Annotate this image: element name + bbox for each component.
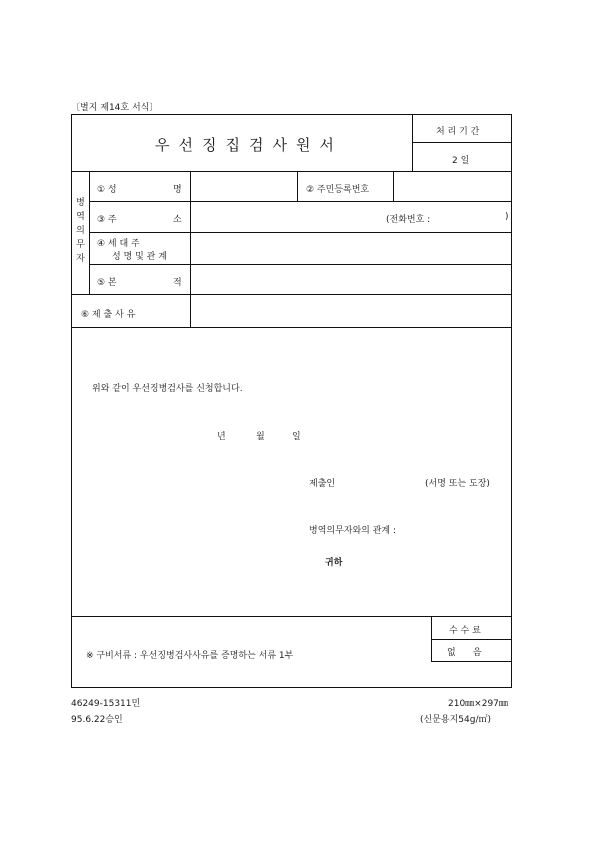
row-line [89, 232, 512, 233]
relation-label: 병역의무자와의 관계 : [309, 526, 397, 536]
reason-field[interactable] [192, 296, 510, 325]
row-line [89, 264, 512, 265]
household-label-line2: 성 명 및 관 계 [112, 252, 167, 262]
processing-divider [412, 142, 512, 143]
paper-size: 210㎜×297㎜ [448, 699, 508, 709]
required-docs-note: ※ 구비서류 : 우선징병검사사유를 증명하는 서류 1부 [86, 651, 294, 661]
application-statement: 위와 같이 우선징병검사를 신청합니다. [92, 384, 243, 394]
date-month: 월 [256, 432, 265, 442]
side-char: 무 [76, 240, 85, 250]
date-day: 일 [292, 432, 301, 442]
submitter-label: 제출인 [309, 479, 336, 489]
address-field[interactable] [192, 203, 382, 229]
paper-type: (신문용지54g/㎡) [420, 715, 491, 725]
header-bottom-line [71, 171, 512, 172]
fee-row-line [431, 661, 512, 662]
row-line [89, 201, 512, 202]
household-field[interactable] [192, 234, 510, 262]
side-label [73, 196, 88, 266]
name-label-end: 명 [173, 185, 182, 195]
processing-label: 처 리 기 간 [436, 127, 480, 137]
side-char: 자 [76, 254, 85, 264]
form-reference: 〔별지 제14호 서식〕 [71, 103, 159, 113]
bottom-section-line [71, 616, 512, 617]
form-title: 우선징집검사원서 [155, 136, 343, 154]
processing-value: 2 일 [452, 156, 470, 166]
signature-hint: (서명 또는 도장) [425, 479, 490, 489]
phone-label: (전화번호 : [386, 215, 431, 225]
household-label-line1: ④ 세 대 주 [97, 239, 140, 249]
recipient-label: 귀하 [325, 558, 343, 568]
reason-label: ⑥ 제 출 사 유 [81, 310, 136, 320]
rrn-field[interactable] [395, 173, 510, 199]
rrn-label: ② 주민등록번호 [306, 185, 370, 195]
rrn-left-divider [297, 171, 298, 201]
address-label: ③ 주 [97, 215, 117, 225]
name-label: ① 성 [97, 185, 117, 195]
domicile-field[interactable] [192, 266, 510, 292]
side-char: 의 [76, 226, 85, 236]
fee-label: 수 수 료 [449, 626, 481, 636]
date-year: 년 [217, 432, 226, 442]
side-char: 병 [76, 198, 85, 208]
form-code: 46249-15311민 [71, 699, 141, 709]
row-line [71, 294, 512, 295]
rrn-right-divider [393, 171, 394, 201]
address-label-end: 소 [173, 215, 182, 225]
domicile-label-end: 적 [173, 278, 182, 288]
fee-value: 없 음 [447, 648, 482, 658]
phone-close: ) [505, 212, 509, 222]
label-column-divider [190, 171, 191, 327]
approval-date: 95.6.22승인 [71, 715, 123, 725]
side-char: 역 [76, 212, 85, 222]
name-field[interactable] [192, 173, 296, 199]
domicile-label: ⑤ 본 [97, 278, 117, 288]
row-line [71, 327, 512, 328]
fee-row-line [431, 639, 512, 640]
